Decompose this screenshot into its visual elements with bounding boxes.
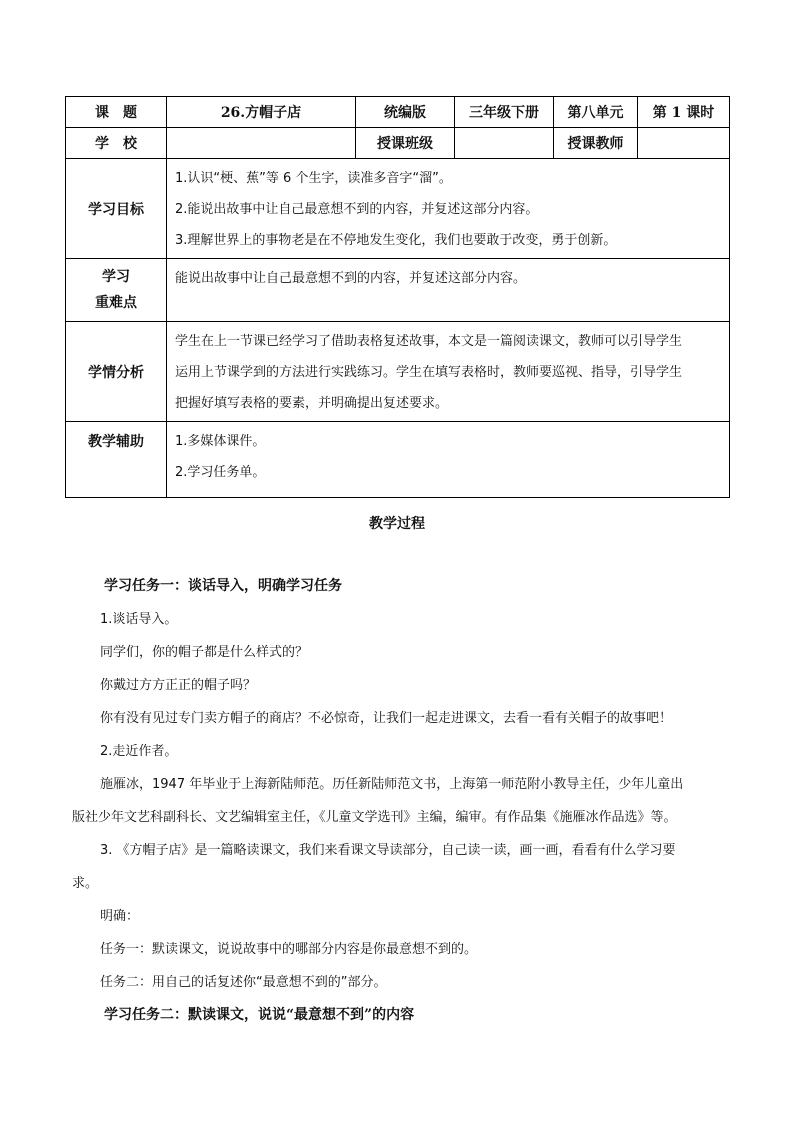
- difficulty-label-line2: 重难点: [95, 295, 137, 311]
- class-label: 授课班级: [356, 128, 455, 159]
- table-row-header: [66, 97, 730, 128]
- period-cell: 第 1 课时: [638, 97, 730, 128]
- question-line: 你有没有见过专门卖方帽子的商店？不必惊奇，让我们一起走进课文，去看一看有关帽子的故事吧！: [100, 711, 673, 726]
- topic-label: 课 题: [66, 97, 167, 128]
- task2-title: 学习任务二：默读课文，说说“最意想不到”的内容: [104, 1007, 415, 1023]
- teacher-value: [638, 128, 730, 159]
- goal-item: 2.能说出故事中让自己最意想不到的内容，并复述这部分内容。: [175, 202, 539, 217]
- step2-heading: 2.走近作者。: [100, 744, 178, 759]
- step3-line-1: 3. 《方帽子店》是一篇略读课文，我们来看课文导读部分，自己读一读，画一画，看看有什么学习要: [100, 843, 676, 858]
- process-body: [72, 570, 732, 1032]
- school-label: 学 校: [66, 128, 167, 159]
- author-line-2: 版社少年文艺科副科长、文艺编辑室主任，《儿童文学选刊》主编，编审。有作品集《施雁冰作品选》等。: [72, 810, 677, 825]
- analysis-content: [167, 322, 730, 422]
- clarify-label: 明确：: [100, 909, 140, 924]
- analysis-label: 学情分析: [66, 322, 167, 422]
- teacher-label: 授课教师: [554, 128, 638, 159]
- table-row-difficulty: [66, 259, 730, 322]
- class-value: [455, 128, 554, 159]
- author-line-1: 施雁冰，1947 年毕业于上海新陆师范。历任新陆师范文书，上海第一师范附小教导主任，少年儿童出: [100, 777, 684, 792]
- edition-cell: 统编版: [356, 97, 455, 128]
- table-row-goals: [66, 159, 730, 259]
- analysis-line: 学生在上一节课已经学习了借助表格复述故事，本文是一篇阅读课文，教师可以引导学生: [175, 334, 683, 349]
- lesson-plan-table: [65, 96, 730, 498]
- task1-title: 学习任务一：谈话导入，明确学习任务: [104, 578, 342, 594]
- task-b-line: 任务二：用自己的话复述你“最意想不到的”部分。: [100, 975, 387, 990]
- question-line: 同学们，你的帽子都是什么样式的？: [100, 645, 309, 660]
- aid-item: 2.学习任务单。: [175, 465, 266, 480]
- analysis-line: 把握好填写表格的要素，并明确提出复述要求。: [175, 396, 449, 411]
- step3-line-2: 求。: [72, 876, 99, 891]
- difficulty-label: [66, 259, 167, 322]
- grade-cell: 三年级下册: [455, 97, 554, 128]
- question-line: 你戴过方方正正的帽子吗？: [100, 678, 257, 693]
- goals-label: 学习目标: [66, 159, 167, 259]
- goal-item: 1.认识“梗、蕉”等 6 个生字，读准多音字“溜”。: [175, 171, 452, 186]
- goals-content: [167, 159, 730, 259]
- difficulty-text: 能说出故事中让自己最意想不到的内容，并复述这部分内容。: [175, 271, 527, 286]
- lesson-title: 26.方帽子店: [167, 97, 356, 128]
- aids-label: 教学辅助: [66, 422, 167, 498]
- table-row-school: [66, 128, 730, 159]
- difficulty-label-line1: 学习: [102, 269, 130, 285]
- aid-item: 1.多媒体课件。: [175, 434, 266, 449]
- goal-item: 3.理解世界上的事物老是在不停地发生变化，我们也要敢于改变，勇于创新。: [175, 233, 617, 248]
- school-value: [167, 128, 356, 159]
- table-row-aids: [66, 422, 730, 498]
- aids-content: [167, 422, 730, 498]
- table-row-analysis: [66, 322, 730, 422]
- analysis-line: 运用上节课学到的方法进行实践练习。学生在填写表格时，教师要巡视、指导，引导学生: [175, 365, 683, 380]
- process-heading: 教学过程: [369, 516, 425, 532]
- step1-heading: 1.谈话导入。: [100, 612, 178, 627]
- unit-cell: 第八单元: [554, 97, 638, 128]
- difficulty-content: [167, 259, 730, 322]
- task-a-line: 任务一：默读课文，说说故事中的哪部分内容是你最意想不到的。: [100, 942, 478, 957]
